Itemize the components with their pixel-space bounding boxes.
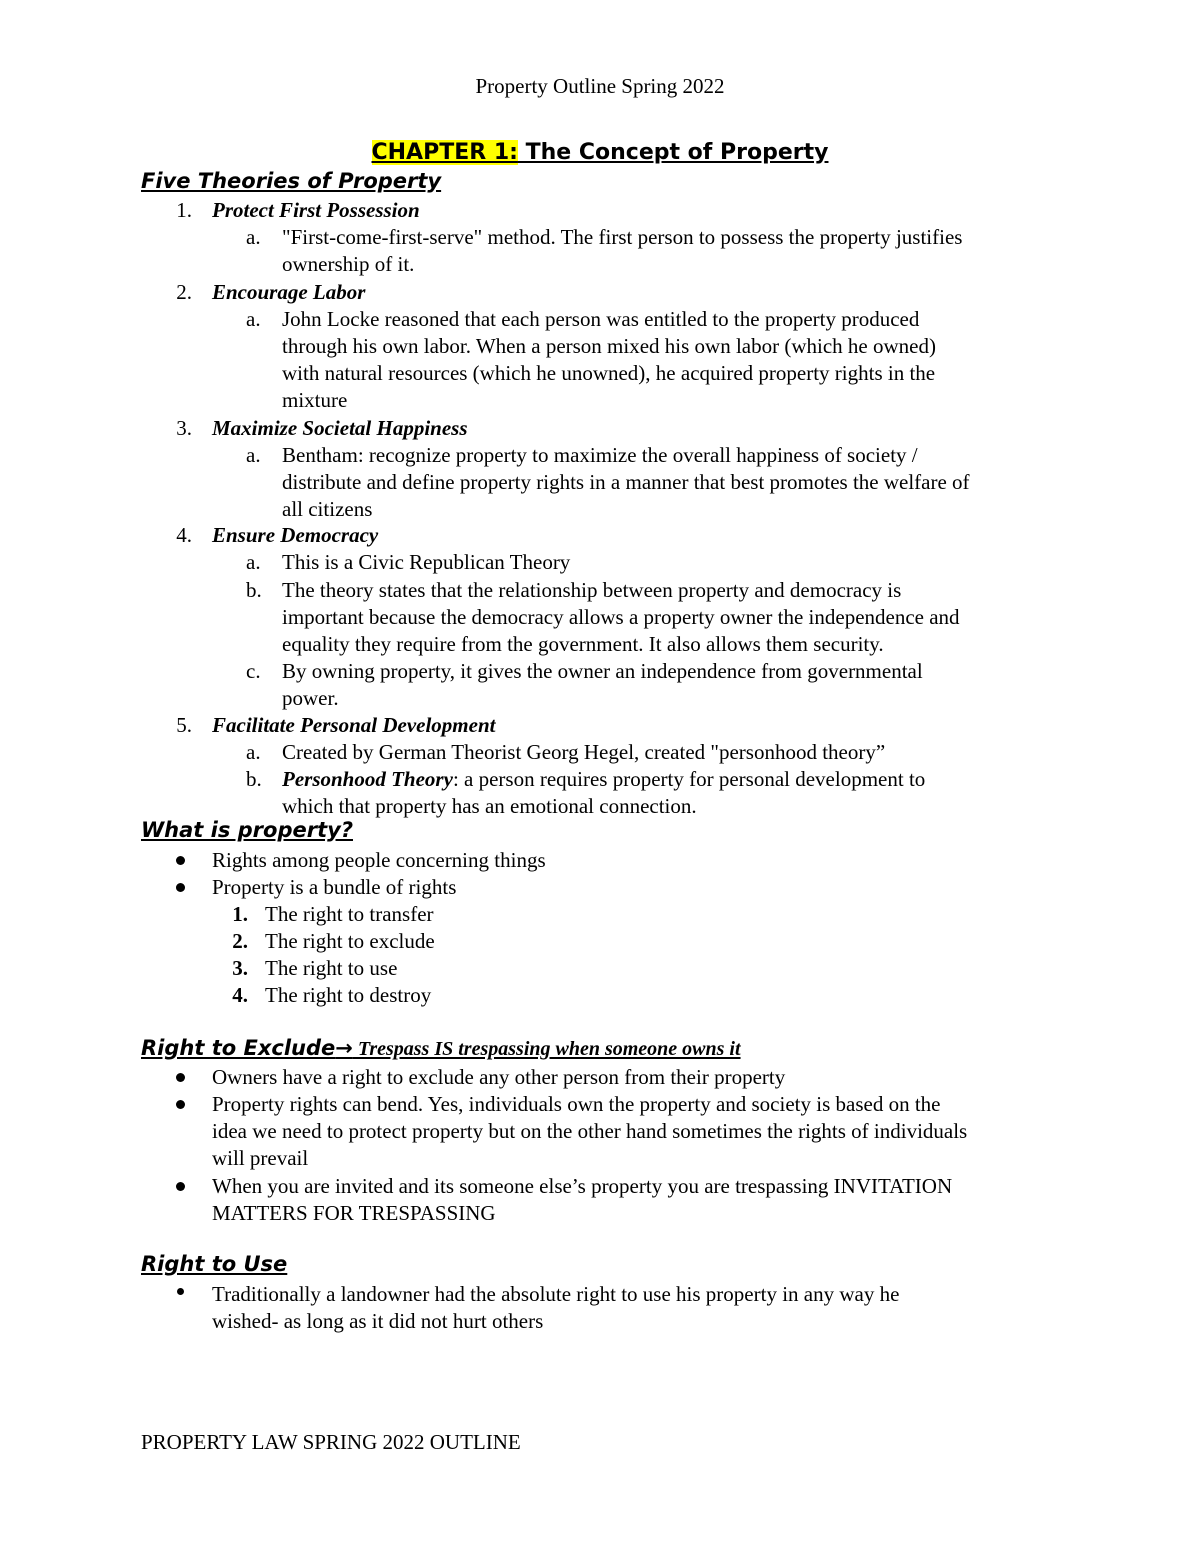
list-item: Owners have a right to exclude any other person from their property [212,1065,786,1089]
theory-title: Encourage Labor [212,280,366,304]
sub-text: all citizens [282,497,373,521]
theory-number: 3. [176,416,192,440]
sub-letter: a. [246,740,261,764]
theories-heading: Five Theories of Property [141,169,442,193]
theory-title: Ensure Democracy [212,523,379,547]
sub-letter: a. [246,443,261,467]
list-item: Property is a bundle of rights [212,875,457,899]
sub-text: which that property has an emotional connection. [282,794,697,818]
theory-number: 4. [176,523,192,547]
what-heading: What is property? [141,818,353,842]
sub-text: ownership of it. [282,252,415,276]
sub-letter: b. [246,767,262,791]
bullet-icon [177,1288,184,1295]
bullet-icon [176,856,185,865]
exclude-heading-tail: Trespass IS trespassing when someone owns it [352,1038,741,1060]
list-item: When you are invited and its someone else’s property you are trespassing INVITATION [212,1174,953,1198]
chapter-name: The Concept of Property [517,140,829,165]
sub-text: This is a Civic Republican Theory [282,550,571,574]
bullet-icon [176,1100,185,1109]
right-item: The right to use [265,956,398,980]
list-item: Traditionally a landowner had the absolute right to use his property in any way he [212,1282,900,1306]
chapter-title [0,140,1200,165]
exclude-heading [141,1036,741,1061]
right-item: The right to transfer [265,902,434,926]
sub-text: equality they require from the government. It also allows them security. [282,632,884,656]
theory-title: Facilitate Personal Development [212,713,496,737]
theory-number: 2. [176,280,192,304]
list-item: idea we need to protect property but on the other hand sometimes the rights of individuals [212,1119,968,1143]
right-item: The right to destroy [265,983,432,1007]
theory-number: 1. [176,198,192,222]
page-header: Property Outline Spring 2022 [475,74,725,98]
right-number: 3. [232,956,248,980]
right-number: 1. [232,902,248,926]
sub-text: through his own labor. When a person mixed his own labor (which he owned) [282,334,936,358]
sub-text: mixture [282,388,348,412]
personhood-theory-term: Personhood Theory [282,767,453,791]
chapter-label: CHAPTER 1: [371,140,518,165]
list-item: Rights among people concerning things [212,848,546,872]
sub-text: By owning property, it gives the owner an independence from governmental [282,659,923,683]
theory-title: Protect First Possession [212,198,420,222]
sub-text [282,766,925,793]
theory-number: 5. [176,713,192,737]
page-footer: PROPERTY LAW SPRING 2022 OUTLINE [141,1430,521,1454]
sub-text: Bentham: recognize property to maximize the overall happiness of society / [282,443,918,467]
right-number: 2. [232,929,248,953]
sub-text: important because the democracy allows a property owner the independence and [282,605,960,629]
sub-text: "First-come-first-serve" method. The first person to possess the property justifies [282,225,963,249]
bullet-icon [176,883,185,892]
sub-letter: c. [246,659,261,683]
sub-text: with natural resources (which he unowned), he acquired property rights in the [282,361,936,385]
sub-text: power. [282,686,339,710]
sub-text-rest: : a person requires property for personal development to [452,767,926,791]
list-item: will prevail [212,1146,309,1170]
sub-text: John Locke reasoned that each person was entitled to the property produced [282,307,920,331]
exclude-heading-label: Right to Exclude [141,1036,336,1060]
arrow-icon: → [335,1036,353,1060]
sub-letter: a. [246,307,261,331]
right-number: 4. [232,983,248,1007]
bullet-icon [176,1182,185,1191]
bullet-icon [176,1073,185,1082]
sub-text: Created by German Theorist Georg Hegel, created "personhood theory” [282,740,886,764]
list-item: wished- as long as it did not hurt others [212,1309,544,1333]
sub-letter: a. [246,225,261,249]
sub-text: The theory states that the relationship between property and democracy is [282,578,902,602]
right-item: The right to exclude [265,929,435,953]
sub-text: distribute and define property rights in a manner that best promotes the welfare of [282,470,970,494]
list-item: Property rights can bend. Yes, individuals own the property and society is based on the [212,1092,941,1116]
theory-title: Maximize Societal Happiness [212,416,468,440]
sub-letter: b. [246,578,262,602]
sub-letter: a. [246,550,261,574]
list-item: MATTERS FOR TRESPASSING [212,1201,496,1225]
use-heading: Right to Use [141,1252,288,1276]
